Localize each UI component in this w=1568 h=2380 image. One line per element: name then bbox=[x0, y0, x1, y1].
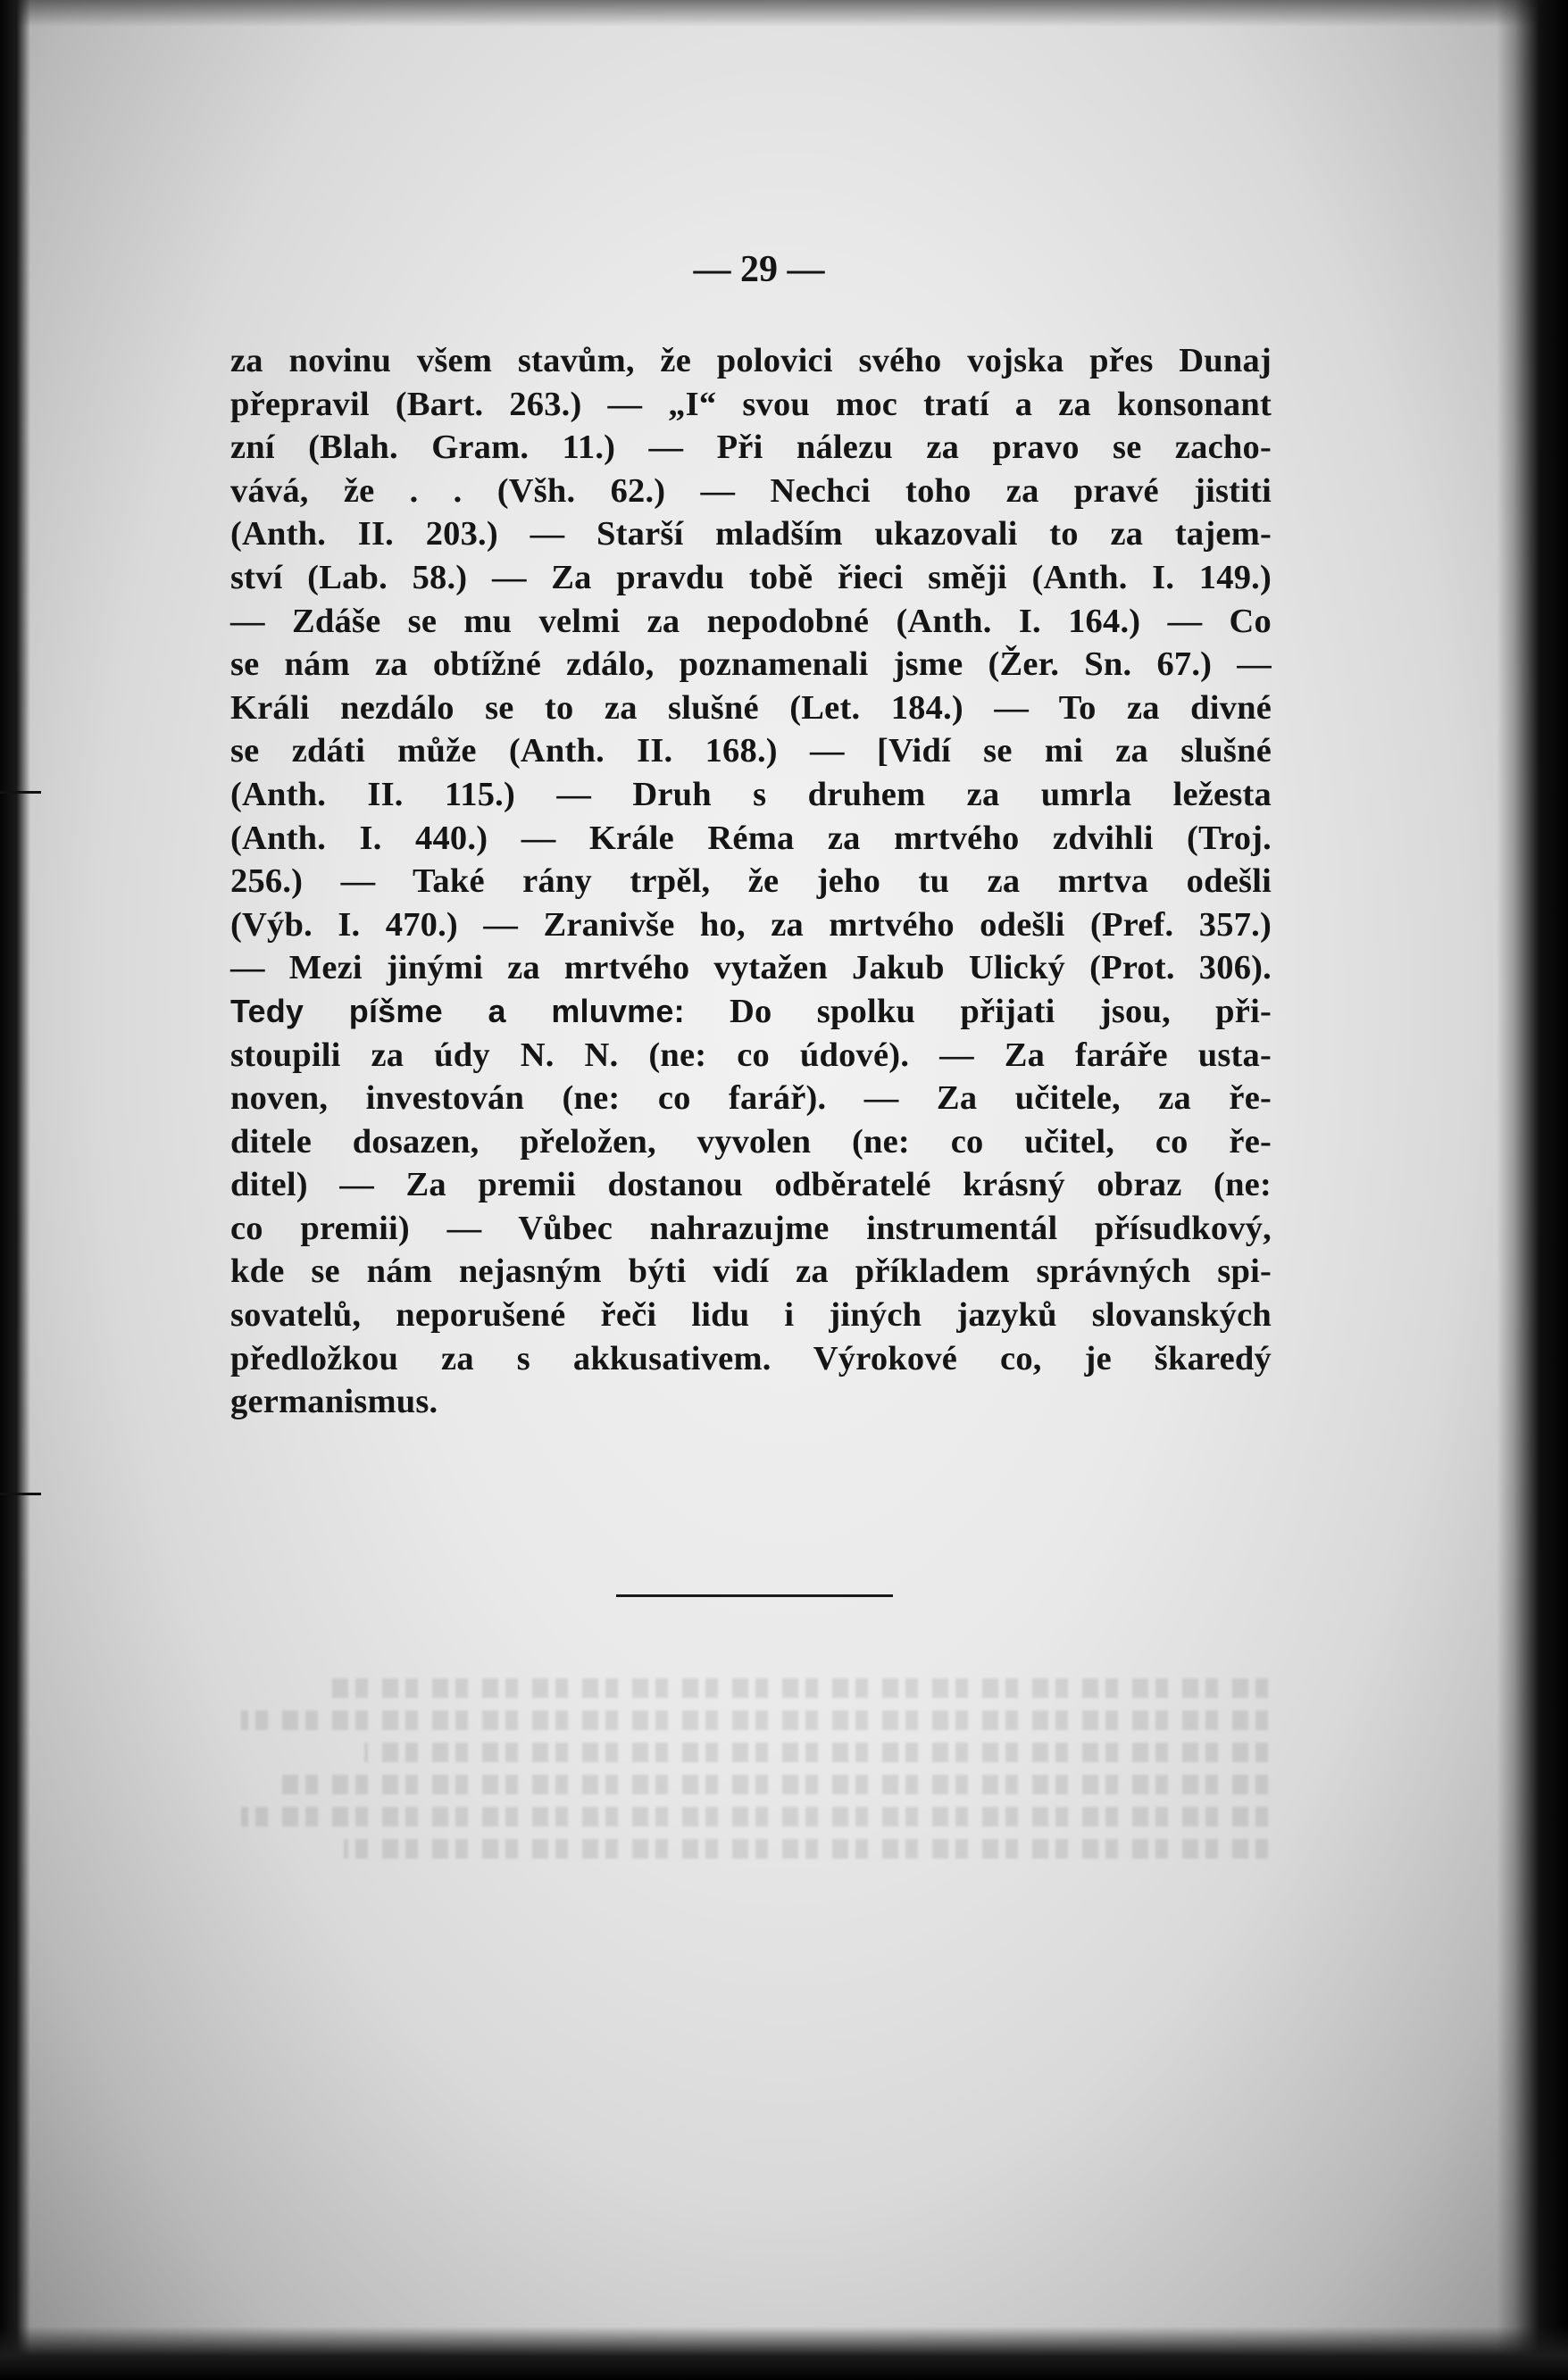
text-line: se nám za obtížné zdálo, poznamenali jsme (Žer. Sn. 67.) — bbox=[230, 645, 1272, 684]
text-line: (Výb. I. 470.) — Zranivše ho, za mrtvého odešli (Pref. 357.) bbox=[230, 905, 1272, 944]
text-line: za novinu všem stavům, že polovici svého vojska přes Dunaj bbox=[230, 342, 1272, 379]
text-line: noven, investován (ne: co farář). — Za učitele, za ře- bbox=[230, 1079, 1272, 1118]
text-line: (Anth. II. 203.) — Starší mladším ukazovali to za tajem- bbox=[230, 515, 1272, 553]
text-line: zní (Blah. Gram. 11.) — Při nálezu za pravo se zacho- bbox=[230, 429, 1272, 467]
text-line: ditele dosazen, přeložen, vyvolen (ne: co učitel, co ře- bbox=[230, 1122, 1272, 1161]
gutter-mark bbox=[0, 1493, 41, 1495]
text-line: germanismus. bbox=[230, 1383, 438, 1421]
text-line: (Anth. II. 115.) — Druh s druhem za umrla ležesta bbox=[230, 775, 1272, 813]
text-line: (Anth. I. 440.) — Krále Réma za mrtvého zdvihli (Troj. bbox=[230, 819, 1272, 857]
body-text bbox=[230, 339, 1272, 1424]
scan-edge-bottom bbox=[0, 2326, 1568, 2380]
text-line: — Zdáše se mu velmi za nepodobné (Anth. I. 164.) — Co bbox=[230, 602, 1272, 640]
end-rule bbox=[616, 1594, 893, 1597]
text-line-with-bold-lead bbox=[230, 990, 1272, 1034]
page-number: — 29 — bbox=[693, 249, 825, 290]
text-line: sovatelů, neporušené řeči lidu i jiných jazyků slovanských bbox=[230, 1296, 1272, 1335]
text-line: předložkou za s akkusativem. Výrokové co, je škaredý bbox=[230, 1339, 1272, 1377]
text-line: — Mezi jinými za mrtvého vytažen Jakub Ulický (Prot. 306). bbox=[230, 949, 1272, 987]
scan-edge-top bbox=[0, 0, 1568, 27]
text-line: ditel) — Za premii dostanou odběratelé krásný obraz (ne: bbox=[230, 1166, 1272, 1204]
text-line: kde se nám nejasným býti vidí za příkladem správných spi- bbox=[230, 1252, 1272, 1291]
text-line: se zdáti může (Anth. II. 168.) — [Vidí se mi za slušné bbox=[230, 732, 1272, 770]
text-line: přepravil (Bart. 263.) — „I“ svou moc tratí a za konsonant bbox=[230, 385, 1272, 423]
text-line: co premii) — Vůbec nahrazujme instrumentál přísudkový, bbox=[230, 1209, 1272, 1247]
gutter-mark bbox=[0, 791, 41, 794]
text-line: vává, že . . (Všh. 62.) — Nechci toho za pravé jistiti bbox=[230, 471, 1272, 510]
text-line: ství (Lab. 58.) — Za pravdu tobě řieci směji (Anth. I. 149.) bbox=[230, 558, 1272, 596]
text-line: 256.) — Také rány trpěl, že jeho tu za mrtva odešli bbox=[230, 862, 1272, 901]
text-line: Králi nezdálo se to za slušné (Let. 184.) — To za divné bbox=[230, 688, 1272, 727]
scan-edge-left bbox=[0, 0, 30, 2380]
scan-edge-right bbox=[1497, 0, 1568, 2380]
text-line: stoupili za údy N. N. (ne: co údové). — Za faráře usta- bbox=[230, 1036, 1272, 1074]
reverse-side-bleed-through bbox=[241, 1678, 1268, 2000]
text-line-rest: Do spolku přijati jsou, při- bbox=[730, 992, 1272, 1030]
bold-lead: Tedy píšme a mluvme: bbox=[230, 992, 685, 1029]
